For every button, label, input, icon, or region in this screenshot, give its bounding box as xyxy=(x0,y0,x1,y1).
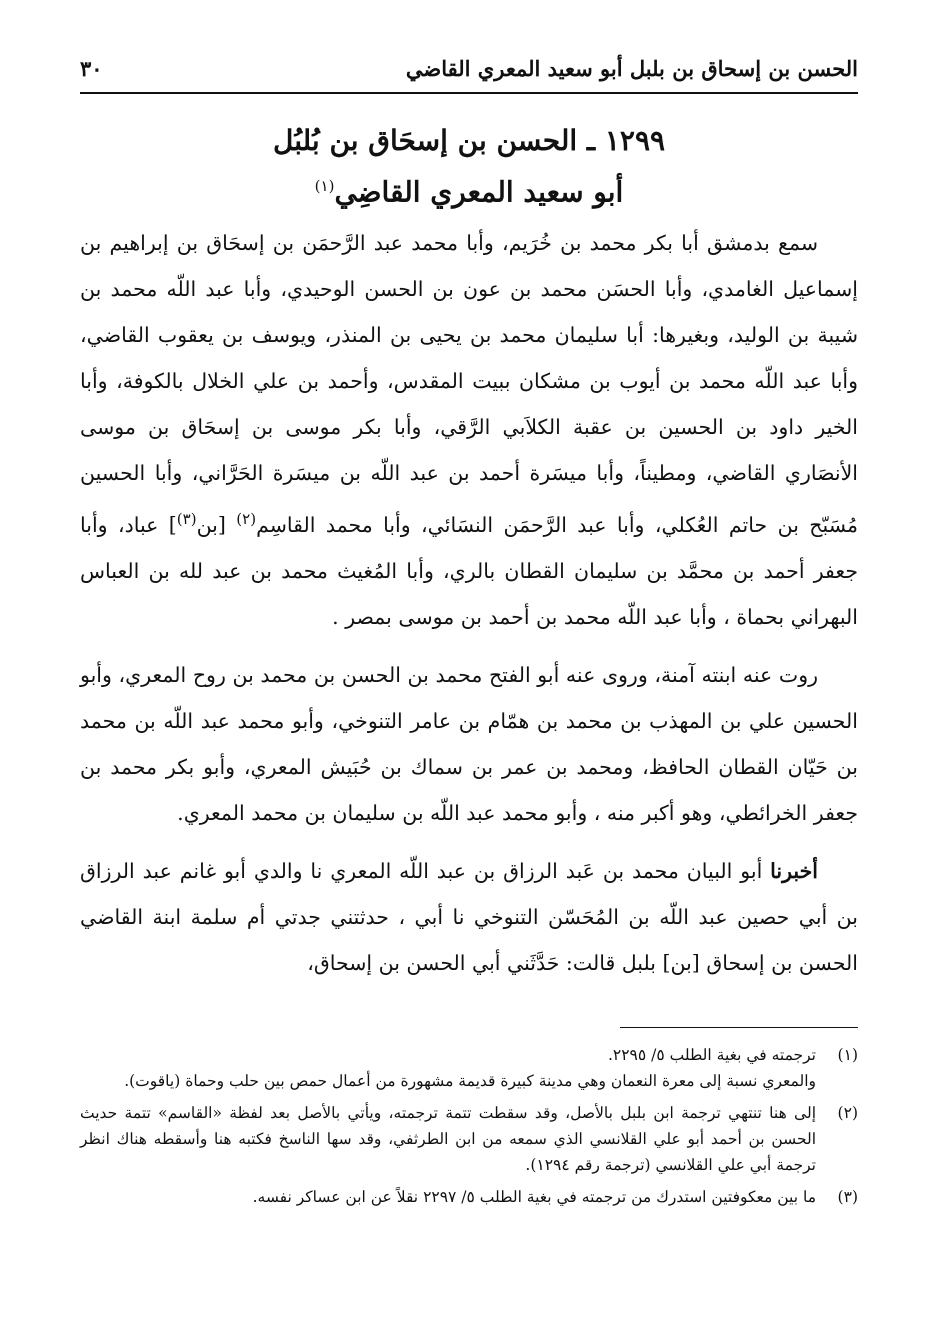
paragraph-teachers xyxy=(80,220,858,640)
footnote-1 xyxy=(80,1042,858,1094)
paragraph-students: روت عنه ابنته آمنة، وروى عنه أبو الفتح محمد بن الحسن بن محمد بن روح المعري، وأبو الحسين علي بن المهذب بن محمد بن همّام بن عامر التنوخي، وأبو محمد عبد اللّه بن محمد بن حَيّان القطان الحافظ، ومحمد بن عمر بن سماك بن حُبَيش المعري، وأبو بكر محمد بن جعفر الخرائطي، وهو أكبر منه ، وأبو محمد عبد اللّه بن سليمان بن محمد المعري. xyxy=(80,662,858,825)
footnote-number: (١) xyxy=(837,1046,858,1064)
entry-heading xyxy=(80,118,858,214)
footnote-3 xyxy=(80,1184,858,1210)
paragraph-teachers-part-a: سمع بدمشق أبا بكر محمد بن خُرَيم، وأبا محمد عبد الرَّحمَن بن إسحَاق بن إبراهيم بن إسماعيل الغامدي، وأبا الحسَن محمد بن عون بن الحسن الوحيدي، وأبا عبد اللّه محمد بن شيبة بن الوليد، وبغيرها: أبا سليمان محمد بن يحيى بن المنذر، ويوسف بن يعقوب القاضي، وأبا عبد اللّه محمد بن أيوب بن مشكان ببيت المقدس، وأحمد بن علي الخلال بالكوفة، وأبا الخير داود بن الحسين بن عقبة الكلاَبي الرَّقي، وأبا بكر موسى بن إسحَاق بن موسى الأنصَاري القاضي، ومطيناً، وأبا ميسَرة أحمد بن عبد اللّه بن ميسَرة الحَرَّاني، وأبا الحسين مُسَبّح بن حاتم العُكلي، وأبا عبد الرَّحمَن النسَائي، وأبا محمد القاسِم xyxy=(80,231,858,537)
entry-subtitle-text: أبو سعيد المعري القاضِي xyxy=(334,175,624,209)
footnote-separator xyxy=(620,1027,858,1028)
narration-lead: أخبرنا xyxy=(770,858,818,883)
footnote-ref-3: (٣) xyxy=(176,510,197,528)
footnote-line: ما بين معكوفتين استدرك من ترجمته في بغية الطلب ٥/ ٢٢٩٧ نقلاً عن ابن عساكر نفسه. xyxy=(252,1188,816,1206)
footnote-number: (٢) xyxy=(837,1104,858,1122)
footnote-line: ترجمته في بغية الطلب ٥/ ٢٢٩٥. xyxy=(607,1046,816,1064)
paragraph-teachers-part-b: [بن xyxy=(196,512,237,537)
narration-text: أبو البيان محمد بن عَبد الرزاق بن عبد اللّه المعري نا والدي أبو غانم عبد الرزاق بن أبي حصين عبد اللّه بن المُحَسّن التنوخي نا أبي ، حدثتني جدتي أم سلمة ابنة القاضي الحسن بن إسحاق [بن] بلبل قالت: حَدَّثَني أبي الحسن بن إسحاق، xyxy=(80,858,858,975)
paragraph-narration xyxy=(80,848,858,986)
footnote-line: والمعري نسبة إلى معرة النعمان وهي مدينة كبيرة قديمة مشهورة من أعمال حمص بين حلب وحماة (ياقوت). xyxy=(124,1072,816,1090)
footnotes xyxy=(80,1042,858,1216)
footnote-ref-1: (١) xyxy=(314,177,335,195)
footnote-2 xyxy=(80,1100,858,1178)
footnote-line: إلى هنا تنتهي ترجمة ابن بلبل بالأصل، وقد سقطت تتمة ترجمته، ويأتي بالأصل بعد لفظة «القاسم» تتمة حديث الحسن بن أحمد أبو علي القلانسي الذي سمعه من ابن الطرثفي، وقد سها الناسخ فكتبه هنا وأسقطه هناك انظر ترجمة أبي علي القلانسي (ترجمة رقم ١٢٩٤). xyxy=(80,1104,816,1174)
running-header xyxy=(80,48,858,94)
running-title: الحسن بن إسحاق بن بلبل أبو سعيد المعري القاضي xyxy=(405,56,858,81)
entry-subtitle xyxy=(80,164,858,214)
footnote-ref-2: (٢) xyxy=(236,510,257,528)
footnote-number: (٣) xyxy=(837,1188,858,1206)
page-number: ٣٠ xyxy=(80,56,103,81)
entry-title: ١٢٩٩ ـ الحسن بن إسحَاق بن بُلبُل xyxy=(272,124,666,157)
paragraph-teachers-part-c: ] عباد، وأبا جعفر أحمد بن محمَّد بن سليمان القطان بالري، وأبا المُغيث محمد بن عبد لله بن العباس البهراني بحماة ، وأبا عبد اللّه محمد بن أحمد بن موسى بمصر . xyxy=(80,512,858,629)
body-text xyxy=(80,220,858,998)
